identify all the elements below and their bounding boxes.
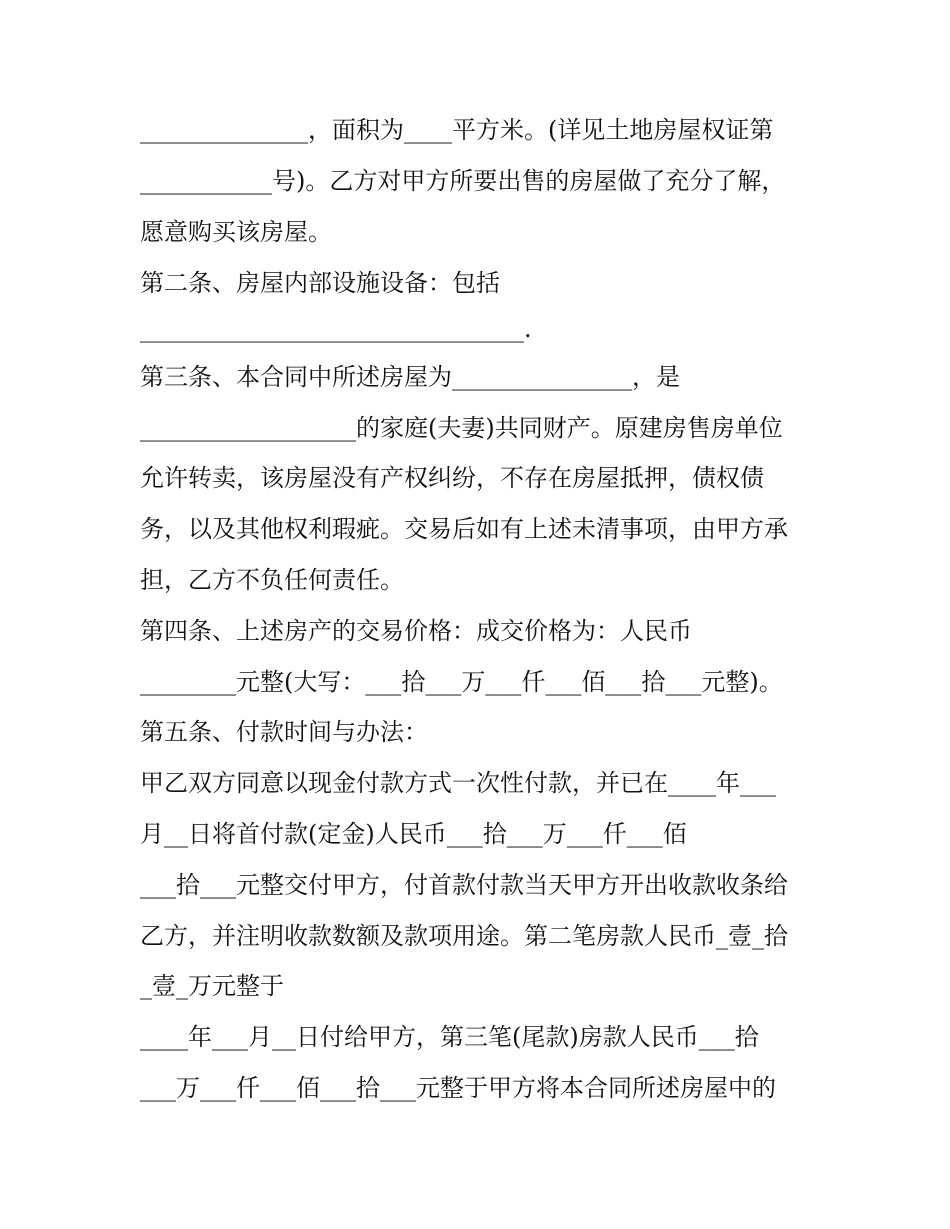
text-line: _壹_万元整于 [140,972,284,1000]
text-line: ______________，面积为____平方米。(详见土地房屋权证第 [140,116,774,144]
section-heading: 第二条、房屋内部设施设备：包括 [140,269,500,297]
text-line: 担，乙方不负任何责任。 [140,566,404,594]
text-line: ________元整(大写：___拾___万___仟___佰___拾___元整)。 [140,668,783,696]
text-line: 甲乙双方同意以现金付款方式一次性付款，并已在____年___ [140,769,776,797]
text-line: 务，以及其他权利瑕疵。交易后如有上述未清事项，由甲方承 [140,515,788,543]
text-line: 乙方，并注明收款数额及款项用途。第二笔房款人民币_壹_拾 [140,922,788,950]
text-line: 月__日将首付款(定金)人民币___拾___万___仟___佰 [140,820,687,848]
text-line: ___________号)。乙方对甲方所要出售的房屋做了充分了解， [140,167,786,195]
text-line: 愿意购买该房屋。 [140,218,332,246]
text-line: __________________的家庭(夫妻)共同财产。原建房售房单位 [140,414,783,442]
section-heading: 第三条、本合同中所述房屋为_______________，是 [140,363,680,391]
text-line: ___万___仟___佰___拾___元整于甲方将本合同所述房屋中的 [140,1074,776,1102]
text-line: ___拾___元整交付甲方，付首款付款当天甲方开出收款收条给 [140,871,788,899]
section-heading: 第四条、上述房产的交易价格：成交价格为：人民币 [140,617,692,645]
text-line: ____年___月__日付给甲方，第三笔(尾款)房款人民币___拾 [140,1023,759,1051]
section-heading: 第五条、付款时间与办法： [140,718,428,746]
text-line: ________________________________. [140,315,532,343]
text-line: 允许转卖，该房屋没有产权纠纷，不存在房屋抵押，债权债 [140,464,764,492]
